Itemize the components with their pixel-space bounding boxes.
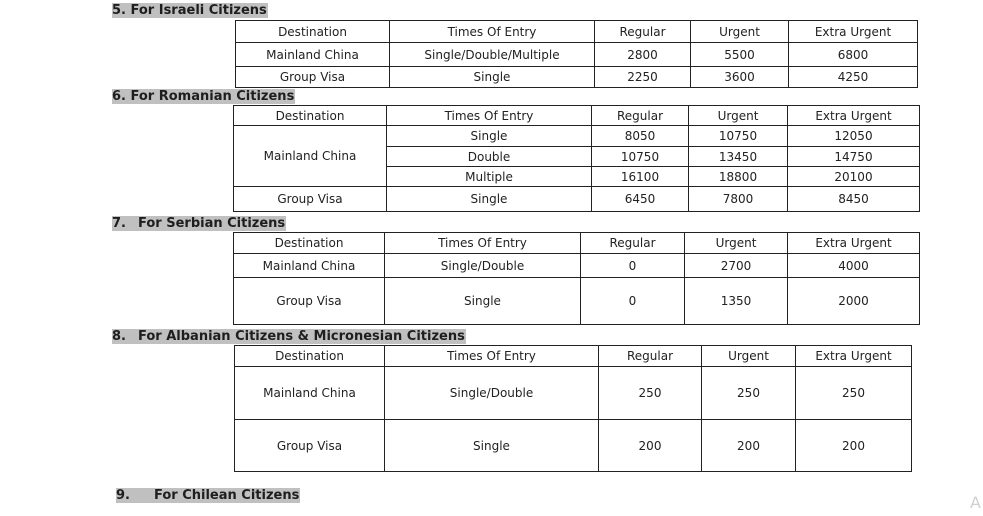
extra-urgent-fee-cell: 6800 (789, 43, 918, 67)
times-of-entry-cell: Single (390, 67, 595, 88)
table-row (235, 420, 912, 472)
header-extra-urgent: Extra Urgent (796, 346, 912, 367)
header-urgent: Urgent (702, 346, 796, 367)
romanian-visa-table (233, 105, 920, 212)
destination-cell: Group Visa (236, 67, 390, 88)
header-row (236, 21, 918, 43)
urgent-fee-cell: 10750 (689, 126, 788, 147)
urgent-fee-cell: 3600 (691, 67, 789, 88)
regular-fee-cell: 250 (599, 367, 702, 420)
regular-fee-cell: 10750 (592, 147, 689, 167)
table-row (234, 187, 920, 212)
section-6-heading (112, 88, 295, 105)
section-8-number: 8. (112, 329, 126, 344)
regular-fee-cell: 6450 (592, 187, 689, 212)
times-of-entry-cell: Single (385, 420, 599, 472)
regular-fee-cell: 0 (581, 278, 685, 325)
table-row (234, 254, 920, 278)
section-5-heading (112, 2, 268, 19)
section-8-heading (112, 328, 466, 345)
header-destination: Destination (235, 346, 385, 367)
urgent-fee-cell: 200 (702, 420, 796, 472)
destination-cell: Mainland China (234, 126, 387, 187)
table-row (236, 67, 918, 88)
header-urgent: Urgent (689, 106, 788, 126)
urgent-fee-cell: 5500 (691, 43, 789, 67)
header-urgent: Urgent (685, 233, 788, 254)
regular-fee-cell: 2800 (595, 43, 691, 67)
extra-urgent-fee-cell: 20100 (788, 167, 920, 187)
regular-fee-cell: 0 (581, 254, 685, 278)
destination-cell: Group Visa (235, 420, 385, 472)
urgent-fee-cell: 2700 (685, 254, 788, 278)
section-9-number: 9. (116, 488, 130, 503)
regular-fee-cell: 2250 (595, 67, 691, 88)
header-times-of-entry: Times Of Entry (385, 233, 581, 254)
section-7-heading (112, 215, 286, 232)
destination-cell: Group Visa (234, 278, 385, 325)
header-times-of-entry: Times Of Entry (387, 106, 592, 126)
extra-urgent-fee-cell: 4000 (788, 254, 920, 278)
table-row (234, 126, 920, 147)
header-destination: Destination (234, 233, 385, 254)
extra-urgent-fee-cell: 4250 (789, 67, 918, 88)
extra-urgent-fee-cell: 250 (796, 367, 912, 420)
section-5-number: 5. (112, 3, 126, 18)
header-regular: Regular (595, 21, 691, 43)
section-9-heading (116, 487, 300, 504)
section-9-title: For Chilean Citizens (154, 488, 300, 503)
times-of-entry-cell: Multiple (387, 167, 592, 187)
header-extra-urgent: Extra Urgent (788, 233, 920, 254)
urgent-fee-cell: 1350 (685, 278, 788, 325)
header-regular: Regular (581, 233, 685, 254)
table-row (235, 367, 912, 420)
header-extra-urgent: Extra Urgent (788, 106, 920, 126)
header-row (234, 233, 920, 254)
times-of-entry-cell: Double (387, 147, 592, 167)
header-regular: Regular (599, 346, 702, 367)
section-7-title: For Serbian Citizens (138, 216, 286, 231)
regular-fee-cell: 8050 (592, 126, 689, 147)
times-of-entry-cell: Single (387, 187, 592, 212)
section-5-title: For Israeli Citizens (130, 3, 267, 18)
destination-cell: Mainland China (235, 367, 385, 420)
header-regular: Regular (592, 106, 689, 126)
israeli-visa-table (235, 20, 918, 88)
destination-cell: Mainland China (236, 43, 390, 67)
header-destination: Destination (236, 21, 390, 43)
albanian-micronesian-visa-table (234, 345, 912, 472)
urgent-fee-cell: 18800 (689, 167, 788, 187)
urgent-fee-cell: 7800 (689, 187, 788, 212)
times-of-entry-cell: Single/Double/Multiple (390, 43, 595, 67)
header-row (235, 346, 912, 367)
extra-urgent-fee-cell: 8450 (788, 187, 920, 212)
section-6-title: For Romanian Citizens (130, 89, 295, 104)
regular-fee-cell: 16100 (592, 167, 689, 187)
extra-urgent-fee-cell: 14750 (788, 147, 920, 167)
destination-cell: Group Visa (234, 187, 387, 212)
table-row (234, 278, 920, 325)
serbian-visa-table (233, 232, 920, 325)
times-of-entry-cell: Single/Double (385, 367, 599, 420)
header-times-of-entry: Times Of Entry (390, 21, 595, 43)
extra-urgent-fee-cell: 200 (796, 420, 912, 472)
table-row (236, 43, 918, 67)
extra-urgent-fee-cell: 2000 (788, 278, 920, 325)
section-6-number: 6. (112, 89, 126, 104)
header-urgent: Urgent (691, 21, 789, 43)
regular-fee-cell: 200 (599, 420, 702, 472)
times-of-entry-cell: Single/Double (385, 254, 581, 278)
extra-urgent-fee-cell: 12050 (788, 126, 920, 147)
section-8-title: For Albanian Citizens & Micronesian Citizens (138, 329, 465, 344)
header-destination: Destination (234, 106, 387, 126)
header-extra-urgent: Extra Urgent (789, 21, 918, 43)
urgent-fee-cell: 250 (702, 367, 796, 420)
urgent-fee-cell: 13450 (689, 147, 788, 167)
times-of-entry-cell: Single (387, 126, 592, 147)
times-of-entry-cell: Single (385, 278, 581, 325)
page-corner-glyph: A (970, 493, 981, 512)
header-times-of-entry: Times Of Entry (385, 346, 599, 367)
destination-cell: Mainland China (234, 254, 385, 278)
section-7-number: 7. (112, 216, 126, 231)
header-row (234, 106, 920, 126)
